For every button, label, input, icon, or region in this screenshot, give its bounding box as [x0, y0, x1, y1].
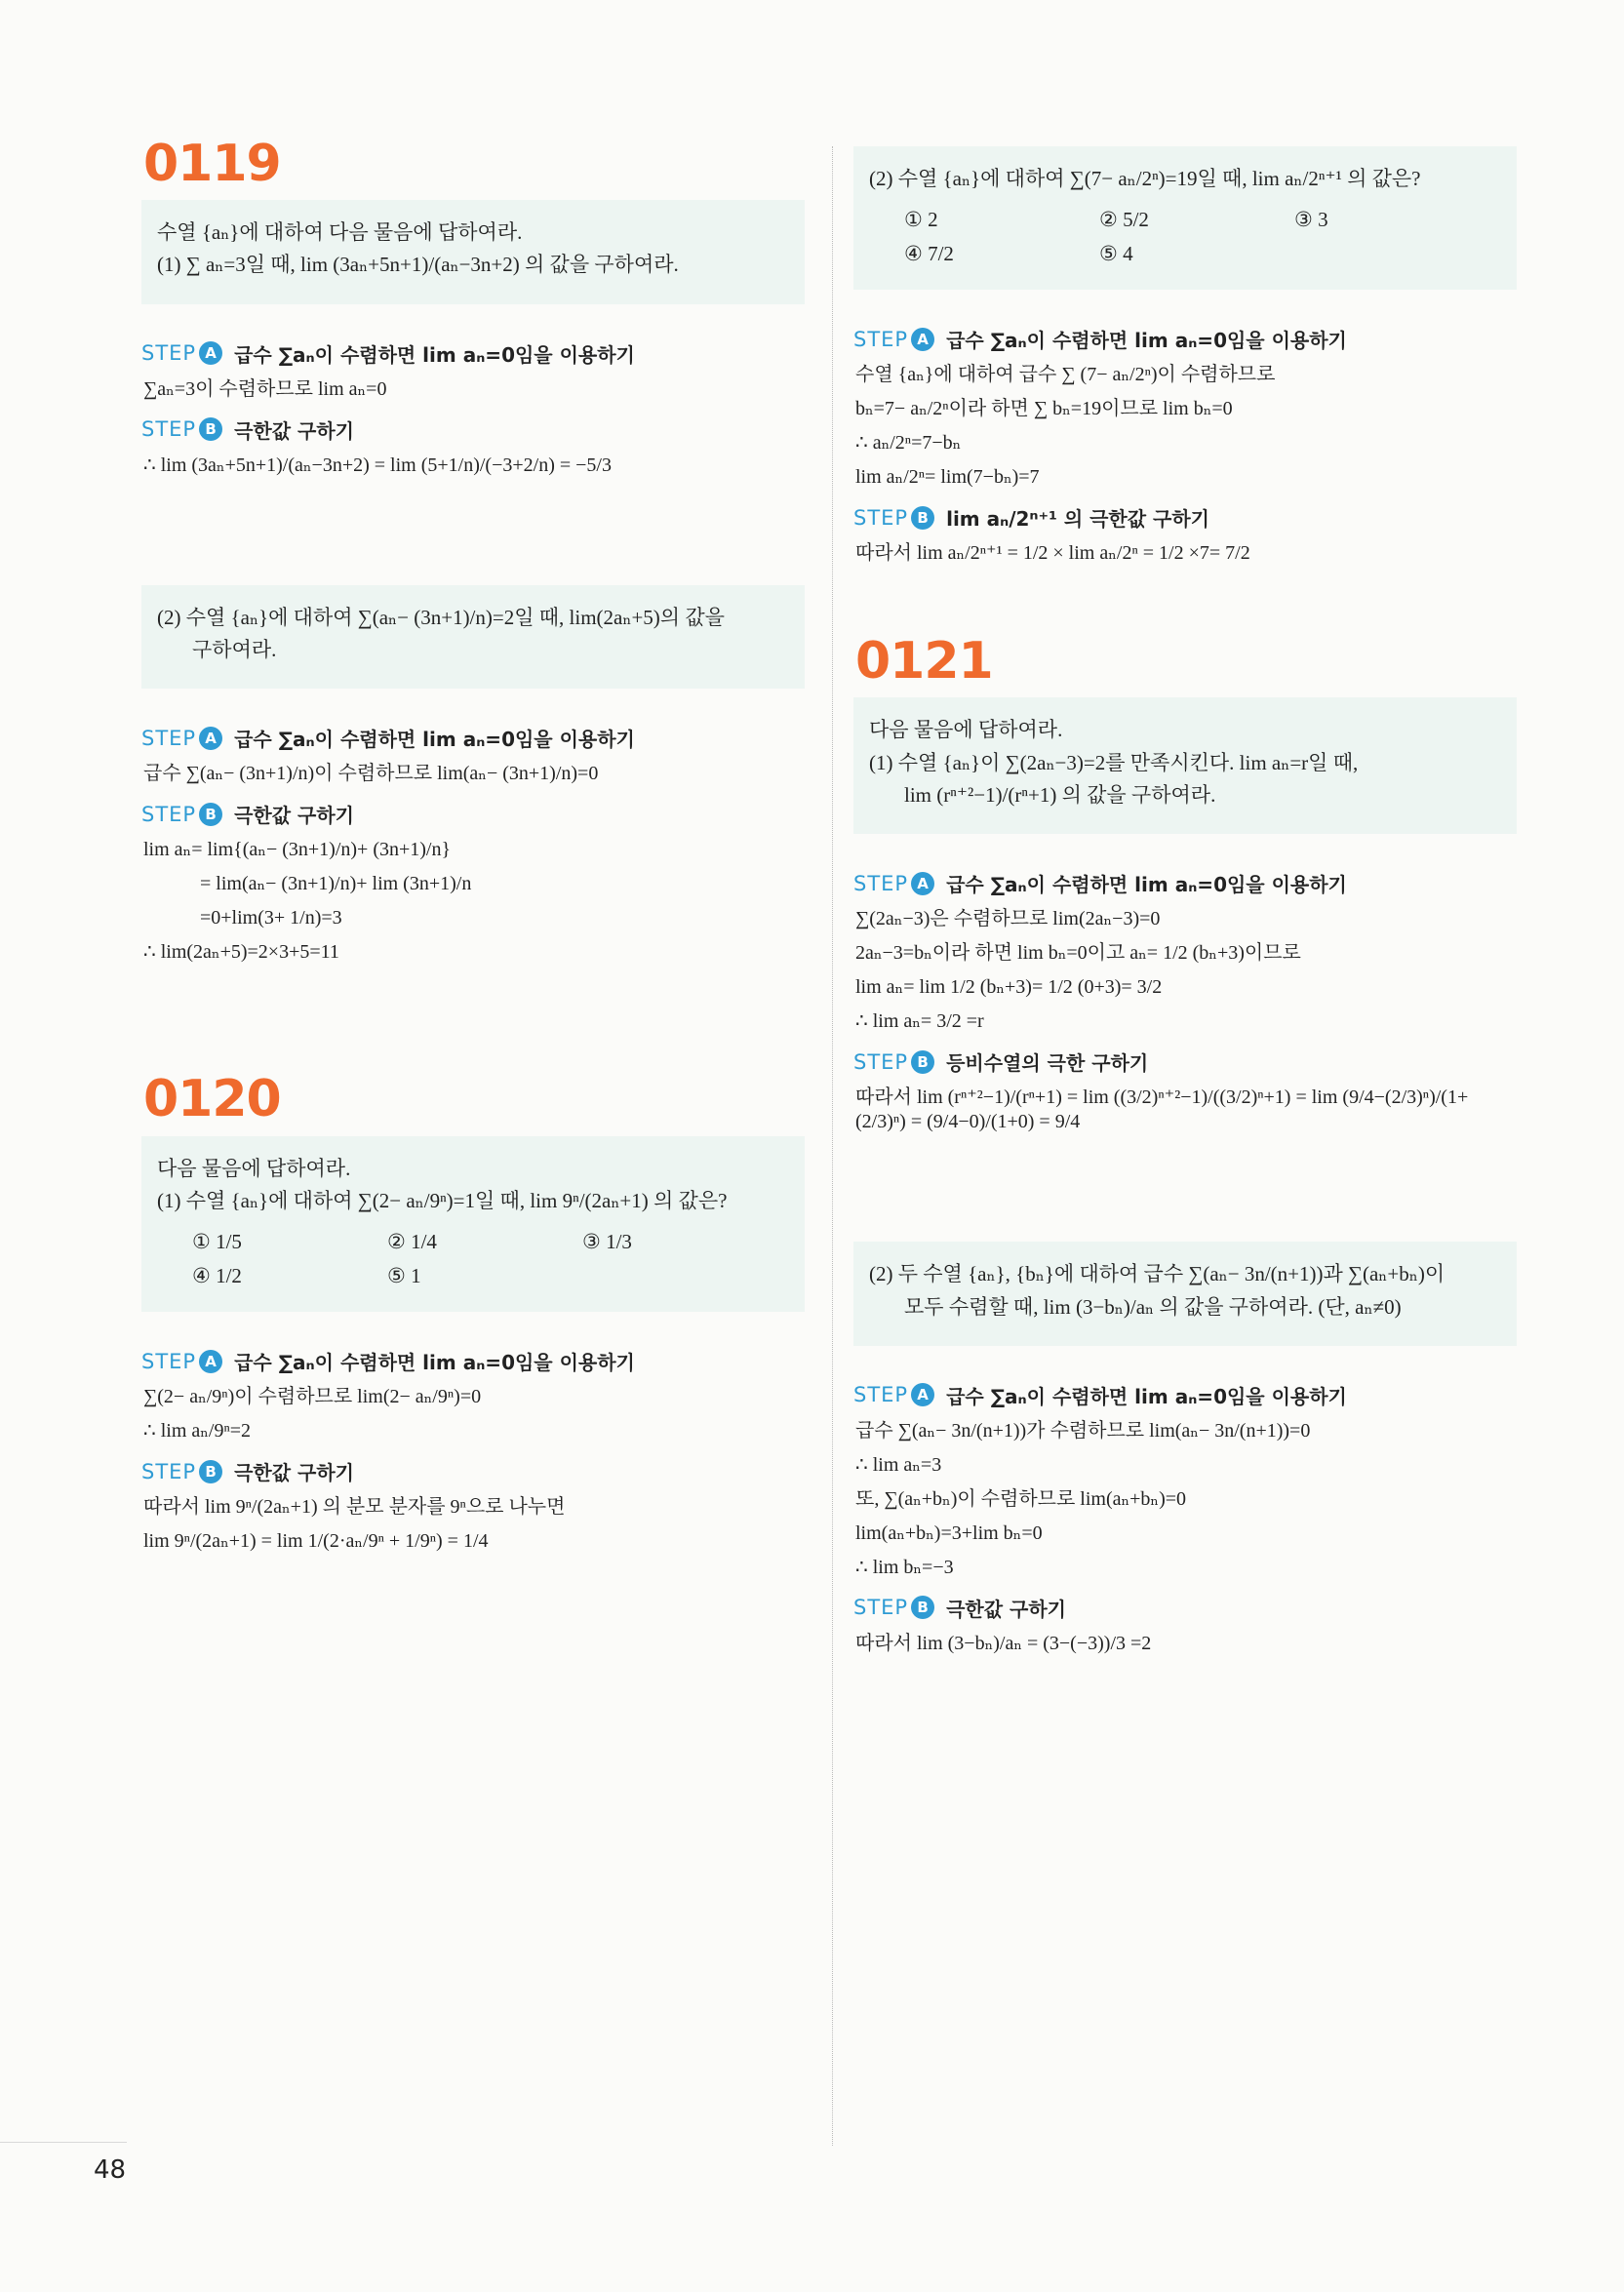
step-b-badge-icon: B: [911, 1596, 934, 1619]
step-a-badge-icon: A: [199, 341, 222, 365]
step-label: STEP: [853, 1049, 909, 1074]
choice-3[interactable]: ③ 1/3: [582, 1230, 632, 1254]
step-title: 극한값 구하기: [234, 804, 354, 828]
question-text: (1) 수열 {aₙ}에 대하여 ∑(2− aₙ/9ⁿ)=1일 때, lim 9ⁿ/(2aₙ+1) 의 값은?: [157, 1188, 728, 1212]
question-text: lim (rⁿ⁺²−1)/(rⁿ+1) 의 값을 구하여라.: [904, 783, 1216, 808]
solution-line: ∴ lim aₙ=3: [855, 1453, 942, 1476]
solution-line: 또, ∑(aₙ+bₙ)이 수렴하므로 lim(aₙ+bₙ)=0: [855, 1487, 1187, 1510]
question-text: 다음 물음에 답하여라.: [869, 718, 1063, 742]
step-a-heading: [853, 869, 1517, 897]
choice-4[interactable]: ④ 7/2: [904, 242, 954, 266]
step-label: STEP: [141, 726, 197, 750]
step-b-badge-icon: B: [199, 417, 222, 441]
step-a-badge-icon: A: [911, 328, 934, 351]
step-b-badge-icon: B: [199, 1460, 222, 1483]
choice-5[interactable]: ⑤ 4: [1099, 242, 1133, 266]
choice-4[interactable]: ④ 1/2: [192, 1264, 242, 1288]
column-divider: [832, 146, 834, 2146]
question-text: 수열 {aₙ}에 대하여 다음 물음에 답하여라.: [157, 220, 523, 245]
step-title: 급수 ∑aₙ이 수렴하면 lim aₙ=0임을 이용하기: [234, 1351, 635, 1375]
step-title: 급수 ∑aₙ이 수렴하면 lim aₙ=0임을 이용하기: [946, 1384, 1347, 1408]
solution-line: 따라서 lim (rⁿ⁺²−1)/(rⁿ+1) = lim ((3/2)ⁿ⁺²−1)/((3/2)ⁿ+1) = lim (9/4−(2/3)ⁿ)/(1+(2/3)ⁿ) = (9/4−0)/(1+0) = 9/4: [855, 1087, 1469, 1133]
solution-line: ∴ aₙ/2ⁿ=7−bₙ: [855, 432, 962, 454]
step-title: 극한값 구하기: [234, 418, 354, 443]
solution-line: ∴ lim bₙ=−3: [855, 1556, 954, 1578]
solution-line: ∑(2aₙ−3)은 수렴하므로 lim(2aₙ−3)=0: [855, 908, 1161, 930]
step-b-badge-icon: B: [199, 803, 222, 826]
step-a-badge-icon: A: [199, 1350, 222, 1373]
page-number: 48: [94, 2155, 127, 2185]
question-text: (1) ∑ aₙ=3일 때, lim (3aₙ+5n+1)/(aₙ−3n+2) 의 값을 구하여라.: [157, 253, 679, 277]
step-a-badge-icon: A: [199, 727, 222, 750]
step-a-heading: [141, 1347, 805, 1375]
choice-5[interactable]: ⑤ 1: [387, 1264, 421, 1288]
step-b-heading: [853, 1047, 1517, 1076]
choice-1[interactable]: ① 2: [904, 208, 938, 232]
question-text: (2) 수열 {aₙ}에 대하여 ∑(aₙ− (3n+1)/n)=2일 때, lim(2aₙ+5)의 값을: [157, 605, 725, 629]
solution-line: 따라서 lim 9ⁿ/(2aₙ+1) 의 분모 분자를 9ⁿ으로 나누면: [143, 1496, 566, 1519]
step-title: 등비수열의 극한 구하기: [946, 1051, 1149, 1076]
step-a-badge-icon: A: [911, 872, 934, 895]
step-title: 급수 ∑aₙ이 수렴하면 lim aₙ=0임을 이용하기: [234, 342, 635, 367]
solution-line: lim aₙ/2ⁿ= lim(7−bₙ)=7: [855, 466, 1040, 489]
step-label: STEP: [853, 505, 909, 530]
question-text: (2) 수열 {aₙ}에 대하여 ∑(7− aₙ/2ⁿ)=19일 때, lim aₙ/2ⁿ⁺¹ 의 값은?: [869, 167, 1421, 190]
answer-choices: [904, 208, 1501, 266]
step-title: 극한값 구하기: [234, 1461, 354, 1485]
solution-line: = lim(aₙ− (3n+1)/n)+ lim (3n+1)/n: [200, 873, 472, 895]
question-box-0120-1: [141, 1136, 805, 1313]
step-label: STEP: [141, 341, 197, 366]
step-b-heading: [141, 1457, 805, 1485]
solution-line: lim aₙ= lim{(aₙ− (3n+1)/n)+ (3n+1)/n}: [143, 839, 452, 861]
question-text: (2) 두 수열 {aₙ}, {bₙ}에 대하여 급수 ∑(aₙ− 3n/(n+1))과 ∑(aₙ+bₙ)이: [869, 1262, 1446, 1286]
solution-line: 수열 {aₙ}에 대하여 급수 ∑ (7− aₙ/2ⁿ)이 수렴하므로: [855, 364, 1276, 386]
step-title: 급수 ∑aₙ이 수렴하면 lim aₙ=0임을 이용하기: [946, 329, 1347, 353]
solution-line: 따라서 lim aₙ/2ⁿ⁺¹ = 1/2 × lim aₙ/2ⁿ = 1/2 ×7= 7/2: [855, 542, 1250, 565]
step-b-badge-icon: B: [911, 506, 934, 530]
answer-choices: [192, 1230, 789, 1288]
step-a-badge-icon: A: [911, 1383, 934, 1406]
step-b-heading: [141, 800, 805, 828]
step-a-heading: [853, 1381, 1517, 1409]
solution-line: lim 9ⁿ/(2aₙ+1) = lim 1/(2·aₙ/9ⁿ + 1/9ⁿ) = 1/4: [143, 1530, 489, 1553]
question-box-0120-2: [853, 146, 1517, 290]
step-label: STEP: [141, 417, 197, 442]
question-box-0121-2: [853, 1242, 1517, 1346]
question-box-0119-1: [141, 200, 805, 304]
step-b-heading: [141, 415, 805, 444]
step-title: lim aₙ/2ⁿ⁺¹ 의 극한값 구하기: [946, 507, 1209, 532]
solution-line: =0+lim(3+ 1/n)=3: [200, 907, 342, 929]
step-label: STEP: [141, 802, 197, 826]
step-label: STEP: [853, 327, 909, 351]
solution-line: 급수 ∑(aₙ− 3n/(n+1))가 수렴하므로 lim(aₙ− 3n/(n+1))=0: [855, 1419, 1311, 1442]
solution-line: ∑(2− aₙ/9ⁿ)이 수렴하므로 lim(2− aₙ/9ⁿ)=0: [143, 1386, 482, 1408]
step-b-heading: [853, 503, 1517, 532]
footer-rule: [0, 2142, 127, 2143]
solution-line: ∴ lim(2aₙ+5)=2×3+5=11: [143, 941, 339, 964]
question-box-0121-1: [853, 697, 1517, 834]
step-title: 급수 ∑aₙ이 수렴하면 lim aₙ=0임을 이용하기: [946, 873, 1347, 897]
problem-number-0121: 0121: [855, 632, 993, 692]
step-label: STEP: [141, 1459, 197, 1483]
problem-number-0119: 0119: [143, 135, 281, 193]
problem-number-0120: 0120: [143, 1070, 281, 1129]
step-title: 극한값 구하기: [946, 1597, 1066, 1621]
solution-line: 급수 ∑(aₙ− (3n+1)/n)이 수렴하므로 lim(aₙ− (3n+1)/n)=0: [143, 763, 599, 785]
step-b-badge-icon: B: [911, 1050, 934, 1074]
question-text: 모두 수렴할 때, lim (3−bₙ)/aₙ 의 값을 구하여라. (단, aₙ≠0): [904, 1294, 1402, 1319]
choice-1[interactable]: ① 1/5: [192, 1230, 242, 1254]
question-box-0119-2: [141, 585, 805, 690]
solution-line: 2aₙ−3=bₙ이라 하면 lim bₙ=0이고 aₙ= 1/2 (bₙ+3)이므로: [855, 942, 1301, 965]
choice-2[interactable]: ② 5/2: [1099, 208, 1149, 232]
step-a-heading: [853, 325, 1517, 353]
step-label: STEP: [141, 1349, 197, 1373]
step-title: 급수 ∑aₙ이 수렴하면 lim aₙ=0임을 이용하기: [234, 728, 635, 752]
question-text: 구하여라.: [192, 638, 277, 662]
step-a-heading: [141, 339, 805, 368]
question-text: (1) 수열 {aₙ}이 ∑(2aₙ−3)=2를 만족시킨다. lim aₙ=r일 때,: [869, 750, 1359, 774]
solution-line: lim(aₙ+bₙ)=3+lim bₙ=0: [855, 1521, 1043, 1544]
left-column: [141, 137, 805, 1563]
step-label: STEP: [853, 1383, 909, 1407]
step-label: STEP: [853, 871, 909, 895]
solution-line: ∴ lim aₙ= 3/2 =r: [855, 1010, 984, 1033]
solution-line: ∴ lim aₙ/9ⁿ=2: [143, 1420, 252, 1442]
step-a-heading: [141, 724, 805, 752]
solution-line: 따라서 lim (3−bₙ)/aₙ = (3−(−3))/3 =2: [855, 1632, 1152, 1654]
question-text: 다음 물음에 답하여라.: [157, 1156, 351, 1180]
solution-line: ∴ lim (3aₙ+5n+1)/(aₙ−3n+2) = lim (5+1/n)/(−3+2/n) = −5/3: [143, 454, 612, 476]
choice-3[interactable]: ③ 3: [1294, 208, 1328, 232]
choice-2[interactable]: ② 1/4: [387, 1230, 437, 1254]
step-label: STEP: [853, 1596, 909, 1620]
right-column: [853, 146, 1517, 1666]
step-b-heading: [853, 1594, 1517, 1622]
solution-line: bₙ=7− aₙ/2ⁿ이라 하면 ∑ bₙ=19이므로 lim bₙ=0: [855, 398, 1233, 420]
solution-line: lim aₙ= lim 1/2 (bₙ+3)= 1/2 (0+3)= 3/2: [855, 976, 1163, 999]
solution-line: ∑aₙ=3이 수렴하므로 lim aₙ=0: [143, 377, 387, 400]
